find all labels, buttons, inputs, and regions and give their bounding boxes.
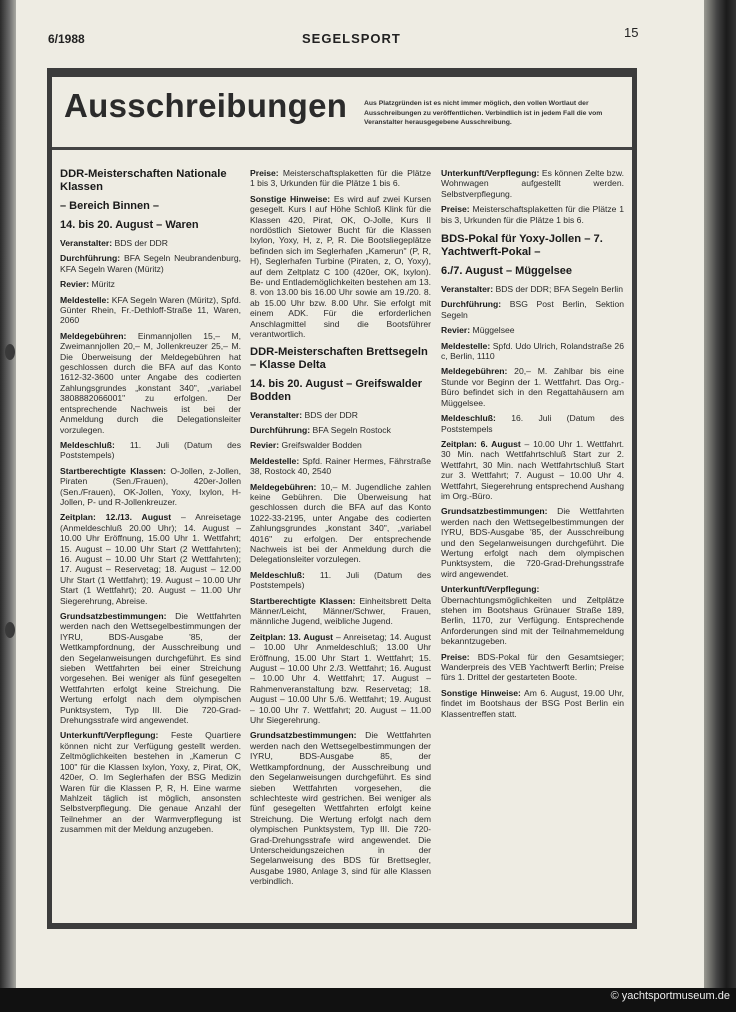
paragraph: Meldegebühren: 20,– M. Zahlbar bis eine Stunde vor Beginn der 1. Wettfahrt. Das Org.-Büro befindet sich in den Regattahäusern am Müggelsee. — [441, 366, 624, 408]
page-number: 15 — [624, 25, 639, 40]
paragraph: Startberechtigte Klassen: O-Jollen, z-Jollen, Piraten (Sen./Frauen), 420er-Jollen (Sen./Frauen), OK-Jollen, Yoxy, Ixylon, H-Jollen, P- und R-Jollenkreuzer. — [60, 465, 241, 507]
paragraph: Veranstalter: BDS der DDR — [250, 409, 358, 420]
title-row — [52, 77, 632, 147]
paragraph: Preise: BDS-Pokal für den Gesamtsieger; Wanderpreis des VEB Yachtwerft Berlin; Preise fürs 1. Drittel der gestarteten Boote. — [441, 651, 624, 683]
event-date: 6./7. August – Müggelsee — [441, 265, 573, 278]
paragraph: Zeitplan: 13. August – Anreisetag; 14. August – 10.00 Uhr Anmeldeschluß; 13.00 Uhr Eröffnung, 15.00 Uhr Start 1. Wettfahrt; 15. August – 10.00 Uhr 2./3. Wettfahrt; 16. August – 10.00 Uhr 4. Wettfahrt; 17. August – Rahmenveranstaltung bzw. Reservetag; 18. August – 10.00 Uhr 5./6. Wettfahrt; 19. August – 10.00 Uhr 7. Wettfahrt; 20. August – 11.00 Uhr Siegerehrung. — [250, 631, 431, 726]
punch-hole-icon — [5, 622, 15, 638]
paragraph: Meldeschluß: 11. Juli (Datum des Poststempels) — [250, 569, 431, 591]
frame-left — [47, 68, 52, 928]
event-title: DDR-Meisterschaften Nationale Klassen — [60, 168, 227, 193]
paragraph: Unterkunft/Verpflegung: Es können Zelte bzw. Wohnwagen aufgestellt werden. Selbstverpflegung. — [441, 168, 624, 199]
column-2 — [250, 168, 431, 892]
paragraph: Unterkunft/Verpflegung: Übernachtungsmöglichkeiten und Zeltplätze stehen im Bootshaus Grünauer Straße 189, Berlin, 1170, zur Verfügung. Entsprechende Anforderungen sind mit der Teilnahmemeldung bekanntzugeben. — [441, 584, 624, 647]
paragraph: Zeitplan: 6. August – 10.00 Uhr 1. Wettfahrt. 30 Min. nach Wettfahrtschluß Start zur 2. Wettfahrt, 30 Min. nach Wettfahrtschluß Start zur 3. Wettfahrt; 7. August – 10.00 Uhr 4. Wettfahrt, Siegerehrung entsprechend Aushang im Org.-Büro. — [441, 438, 624, 501]
paragraph: Durchführung: BFA Segeln Rostock — [250, 424, 391, 435]
paragraph: Meldestelle: KFA Segeln Waren (Müritz), Spfd. Günter Rhein, Fr.-Dethloff-Straße 11, Waren, 2060 — [60, 294, 241, 326]
event-title: BDS-Pokal für Yoxy-Jollen – 7. Yachtwerft-Pokal – — [441, 233, 603, 259]
paragraph: Veranstalter: BDS der DDR — [60, 238, 168, 248]
page-title: Ausschreibungen — [64, 87, 348, 124]
paragraph: Preise: Meisterschaftsplaketten für die Plätze 1 bis 3, Urkunden für die Plätze 1 bis 6. — [250, 168, 431, 189]
paragraph: Revier: Müggelsee — [441, 325, 515, 336]
frame-top — [47, 68, 637, 77]
binding-right — [704, 0, 736, 1012]
paragraph: Meldestelle: Spfd. Udo Ulrich, Rolandstraße 26 c, Berlin, 1110 — [441, 340, 624, 362]
paragraph: Grundsatzbestimmungen: Die Wettfahrten werden nach den Wettsegelbestimmungen der IYRU, BDS-Ausgabe '85, der Ausschreibung und den Segelanweisungen durchgeführt. Die Wertung erfolgt nach dem olympischen Punktsystem, die 720-Grad-Drehungsstrafe wird angewendet. — [441, 506, 624, 579]
title-divider — [52, 147, 632, 150]
paragraph: Durchführung: BFA Segeln Neubrandenburg, KFA Segeln Waren (Müritz) — [60, 253, 241, 274]
binding-left — [0, 0, 16, 1012]
magazine-name: SEGELSPORT — [302, 31, 401, 46]
paragraph: Preise: Meisterschaftsplaketten für die Plätze 1 bis 3, Urkunden für die Plätze 1 bis 6. — [441, 204, 624, 225]
paragraph: Zeitplan: 12./13. August – Anreisetage (Anmeldeschluß 20.00 Uhr); 14. August – 10.00 Uhr Eröffnung, 15.00 Uhr 1. Wettfahrt; 15. August – 10.00 Uhr Start (2 Wettfahrten); 16. August – 10.00 Uhr Start (2 Wettfahrten); 17. August – Reservetag; 18. August – 12.00 Uhr Start (1 Wettfahrt); 19. August – 10.00 Uhr Start (1 Wettfahrt); 20. August – 11.00 Uhr Siegerehrung, Abreise. — [60, 512, 242, 606]
issue-number: 6/1988 — [48, 32, 85, 46]
paragraph: Unterkunft/Verpflegung: Feste Quartiere können nicht zur Verfügung gestellt werden. Zeltmöglichkeiten bestehen in „Kamerun C 100" für die Klassen Ixylon, Yoxy, z, Pirat, OK, 420er, O. Im Seglerhafen der BSG Medizin Waren für die Klassen P, R, H. Eine warme Mahlzeit täglich ist möglich, ansonsten Selbstverpflegung. Die genaue Anzahl der Teilnehmer an der Warmverpflegung ist zusammen mit der Meldung anzugeben. — [60, 730, 242, 835]
event-subtitle: – Bereich Binnen – — [60, 200, 160, 212]
paragraph: Veranstalter: BDS der DDR; BFA Segeln Berlin — [441, 284, 623, 295]
paragraph: Revier: Greifswalder Bodden — [250, 440, 362, 451]
frame-right — [632, 68, 637, 928]
paragraph: Meldeschluß: 11. Juli (Datum des Poststempels) — [60, 439, 241, 461]
paragraph: Meldegebühren: Einmannjollen 15,– M, Zweimannjollen 20,– M, Jollenkreuzer 25,– M. Die Überweisung der Meldegebühren hat geschlossen durch die BFA auf das Konto 1612-32-3600 unter Angabe des codierten Zahlungsgrundes „konstant 340", „variabel 3808882066001" zu erfolgen. Der entsprechende Nachweis ist bei der Anmeldung durch die Delegationsleiter vorzulegen. — [60, 330, 242, 435]
paragraph: Meldegebühren: 10,– M. Jugendliche zahlen keine Gebühren. Die Überweisung hat geschlossen durch die BFA auf das Konto 1022-33-2195, unter Angabe des codierten Zahlungsgrundes „konstant 340", „variabel 4016" zu erfolgen. Der entsprechende Nachweis ist bei der Anmeldung durch die Delegationsleiter vorzulegen. — [250, 481, 431, 565]
event-date: 14. bis 20. August – Waren — [60, 219, 199, 231]
column-3 — [441, 168, 624, 724]
punch-hole-icon — [5, 344, 15, 360]
column-1 — [60, 168, 241, 840]
watermark-credit: © yachtsportmuseum.de — [610, 990, 730, 1002]
paragraph: Sonstige Hinweise: Am 6. August, 19.00 Uhr, findet im Bootshaus der BSG Post Berlin ein Klassentreffen statt. — [441, 687, 625, 719]
paragraph: Meldeschluß: 16. Juli (Datum des Poststempels — [441, 413, 624, 434]
intro-note: Aus Platzgründen ist es nicht immer möglich, den vollen Wortlaut der Ausschreibungen zu veröffentlichen. Verbindlich ist in jedem Fall die vom Veranstalter herausgegebene Ausschreibung. — [364, 100, 603, 126]
paragraph: Revier: Müritz — [60, 279, 115, 290]
paragraph: Startberechtigte Klassen: Einheitsbrett Delta Männer/Leicht, Männer/Schwer, Frauen, männliche Jugend, weibliche Jugend. — [250, 595, 431, 627]
frame-bottom — [47, 923, 637, 929]
event-title: DDR-Meisterschaften Brettsegeln – Klasse Delta — [250, 345, 428, 371]
paragraph: Durchführung: BSG Post Berlin, Sektion Segeln — [441, 299, 625, 320]
paragraph: Grundsatzbestimmungen: Die Wettfahrten werden nach den Wettsegelbestimmungen der IYRU, BDS-Ausgabe '85, der Wettkampfordnung, der Ausschreibung und den Segelanweisungen durchgeführt. Es sind sieben Wettfahrten bei einer Streichung vorgesehen. Bei weniger als fünf gesegelten Wettfahrten erfolgt keine Streichung. Die Wertung erfolgt nach dem olympischen Punktsystem, Typ III. Die 720-Grad-Drehungsstrafe wird angewendet. — [60, 611, 241, 726]
event-date: 14. bis 20. August – Greifswalder Bodden — [250, 377, 422, 403]
paragraph: Meldestelle: Spfd. Rainer Hermes, Fährstraße 38, Rostock 40, 2540 — [250, 455, 431, 477]
paragraph: Grundsatzbestimmungen: Die Wettfahrten werden nach den Wettsegelbestimmungen der IYRU, BDS-Ausgabe 85, der Wettkampfordnung, der Ausschreibung und den Segelanweisungen durchgeführt. Es sind sieben Wettfahrten vorgesehen, die schlechteste wird gestrichen. Bei weniger als fünf gesegelten Wettfahrten erfolgt keine Streichung. Die Wertung erfolgt nach dem olympischen Punktsystem, Typ III. Die 720-Grad-Drehungsstrafe wird angewendet. Die Unterscheidungszeichen in der Segelanweisung des BDS für Brettsegler, Ausgabe 1980, Anlage 3, sind für alle Klassen verbindlich. — [250, 730, 431, 887]
paragraph: Sonstige Hinweise: Es wird auf zwei Kursen gesegelt. Kurs I auf Höhe Schloß Klink für die Klassen 420, Pirat, OK, O-Jolle, Kurs II nordöstlich Sietower Bucht für die Klassen Ixylon, Yoxy, H, z, P, R. Die Bootsliegeplätze befinden sich im Seglerhafen „Kamerun" (P, R, H), Seglerhafen Turbine (Piraten, z, O, Yoxy), auf dem Zeltplatz C 100 (420er, OK, Ixylon). Be- und Entlademöglichkeiten bestehen am 13. 8. von 13.00 bis 16.00 Uhr sowie am 19./20. 8. ab 15.00 Uhr bzw. 8.00 Uhr. Sie erfolgt mit einem ADK. Für die erforderlichen Anschlagmittel sind die Bootsführer verantwortlich. — [250, 193, 432, 340]
